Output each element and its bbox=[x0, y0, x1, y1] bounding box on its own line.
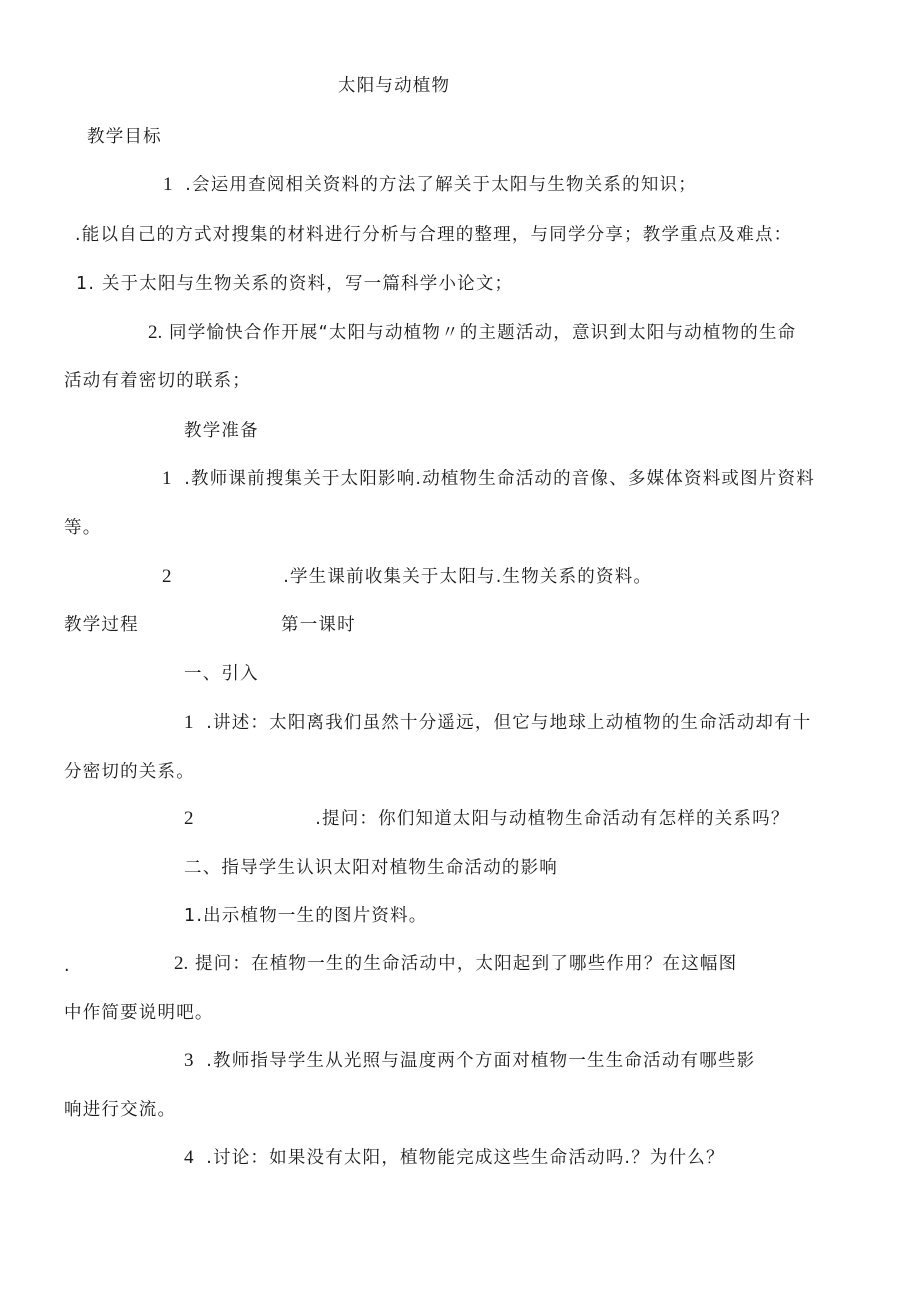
section-1-item-2 bbox=[184, 808, 790, 830]
key-point-2-number: 2. bbox=[148, 322, 163, 343]
section-2-item-2-continuation: 中作简要说明吧。 bbox=[64, 1003, 214, 1023]
section-1-item-1-continuation: 分密切的关系。 bbox=[64, 762, 195, 782]
preparation-item-1 bbox=[162, 468, 815, 490]
section-2-item-3-continuation: 响进行交流。 bbox=[64, 1100, 177, 1120]
s2-item-3-text: .教师指导学生从光照与温度两个方面对植物一生生命活动有哪些影 bbox=[206, 1051, 756, 1071]
prep-2-number: 2 bbox=[162, 566, 172, 587]
objective-item-2: .能以自己的方式对搜集的材料进行分析与合理的整理，与同学分享；教学重点及难点： bbox=[75, 225, 793, 245]
objective-item-1 bbox=[163, 174, 697, 196]
section-2-item-2-leading-dot: . bbox=[64, 956, 71, 976]
preparation-item-2 bbox=[162, 566, 652, 588]
key-point-2-continuation: 活动有着密切的联系； bbox=[64, 371, 251, 391]
s2-item-3-number: 3 bbox=[184, 1050, 194, 1071]
section-2-item-2 bbox=[174, 953, 737, 975]
s2-item-4-text: .讨论：如果没有太阳，植物能完成这些生命活动吗.？为什么？ bbox=[206, 1148, 725, 1168]
prep-2-text: .学生课前收集关于太阳与.生物关系的资料。 bbox=[283, 567, 653, 587]
preparation-heading: 教学准备 bbox=[184, 421, 259, 441]
key-point-1: 1. 关于太阳与生物关系的资料，写一篇科学小论文； bbox=[76, 274, 514, 294]
objective-1-number: 1 bbox=[163, 174, 173, 195]
key-point-2 bbox=[148, 322, 796, 344]
section-1-heading: 一、引入 bbox=[184, 664, 259, 684]
s2-item-2-text: 提问：在植物一生的生命活动中，太阳起到了哪些作用？在这幅图 bbox=[195, 954, 738, 974]
s1-item-2-number: 2 bbox=[184, 808, 194, 829]
section-2-item-3 bbox=[184, 1050, 755, 1072]
document-title: 太阳与动植物 bbox=[338, 76, 451, 96]
section-2-heading: 二、指导学生认识太阳对植物生命活动的影响 bbox=[184, 858, 558, 878]
section-2-item-1: 1.出示植物一生的图片资料。 bbox=[184, 906, 428, 926]
preparation-item-1-continuation: 等。 bbox=[64, 518, 102, 538]
s1-item-1-number: 1 bbox=[184, 712, 194, 733]
s1-item-1-text: .讲述：太阳离我们虽然十分遥远，但它与地球上动植物的生命活动却有十 bbox=[206, 713, 812, 733]
prep-1-text: .教师课前搜集关于太阳影响.动植物生命活动的音像、多媒体资料或图片资料 bbox=[184, 469, 815, 489]
section-2-item-4 bbox=[184, 1147, 725, 1169]
key-point-2-text: 同学愉快合作开展“太阳与动植物〃的主题活动，意识到太阳与动植物的生命 bbox=[169, 323, 797, 343]
prep-1-number: 1 bbox=[162, 468, 172, 489]
s2-item-4-number: 4 bbox=[184, 1147, 194, 1168]
s1-item-2-text: .提问：你们知道太阳与动植物生命活动有怎样的关系吗？ bbox=[315, 809, 790, 829]
section-1-item-1 bbox=[184, 712, 811, 734]
process-heading: 教学过程 bbox=[64, 615, 139, 635]
s2-item-2-number: 2. bbox=[174, 953, 189, 974]
lesson-label: 第一课时 bbox=[281, 615, 356, 635]
objective-1-text: .会运用查阅相关资料的方法了解关于太阳与生物关系的知识； bbox=[185, 175, 697, 195]
objectives-heading: 教学目标 bbox=[87, 127, 162, 147]
